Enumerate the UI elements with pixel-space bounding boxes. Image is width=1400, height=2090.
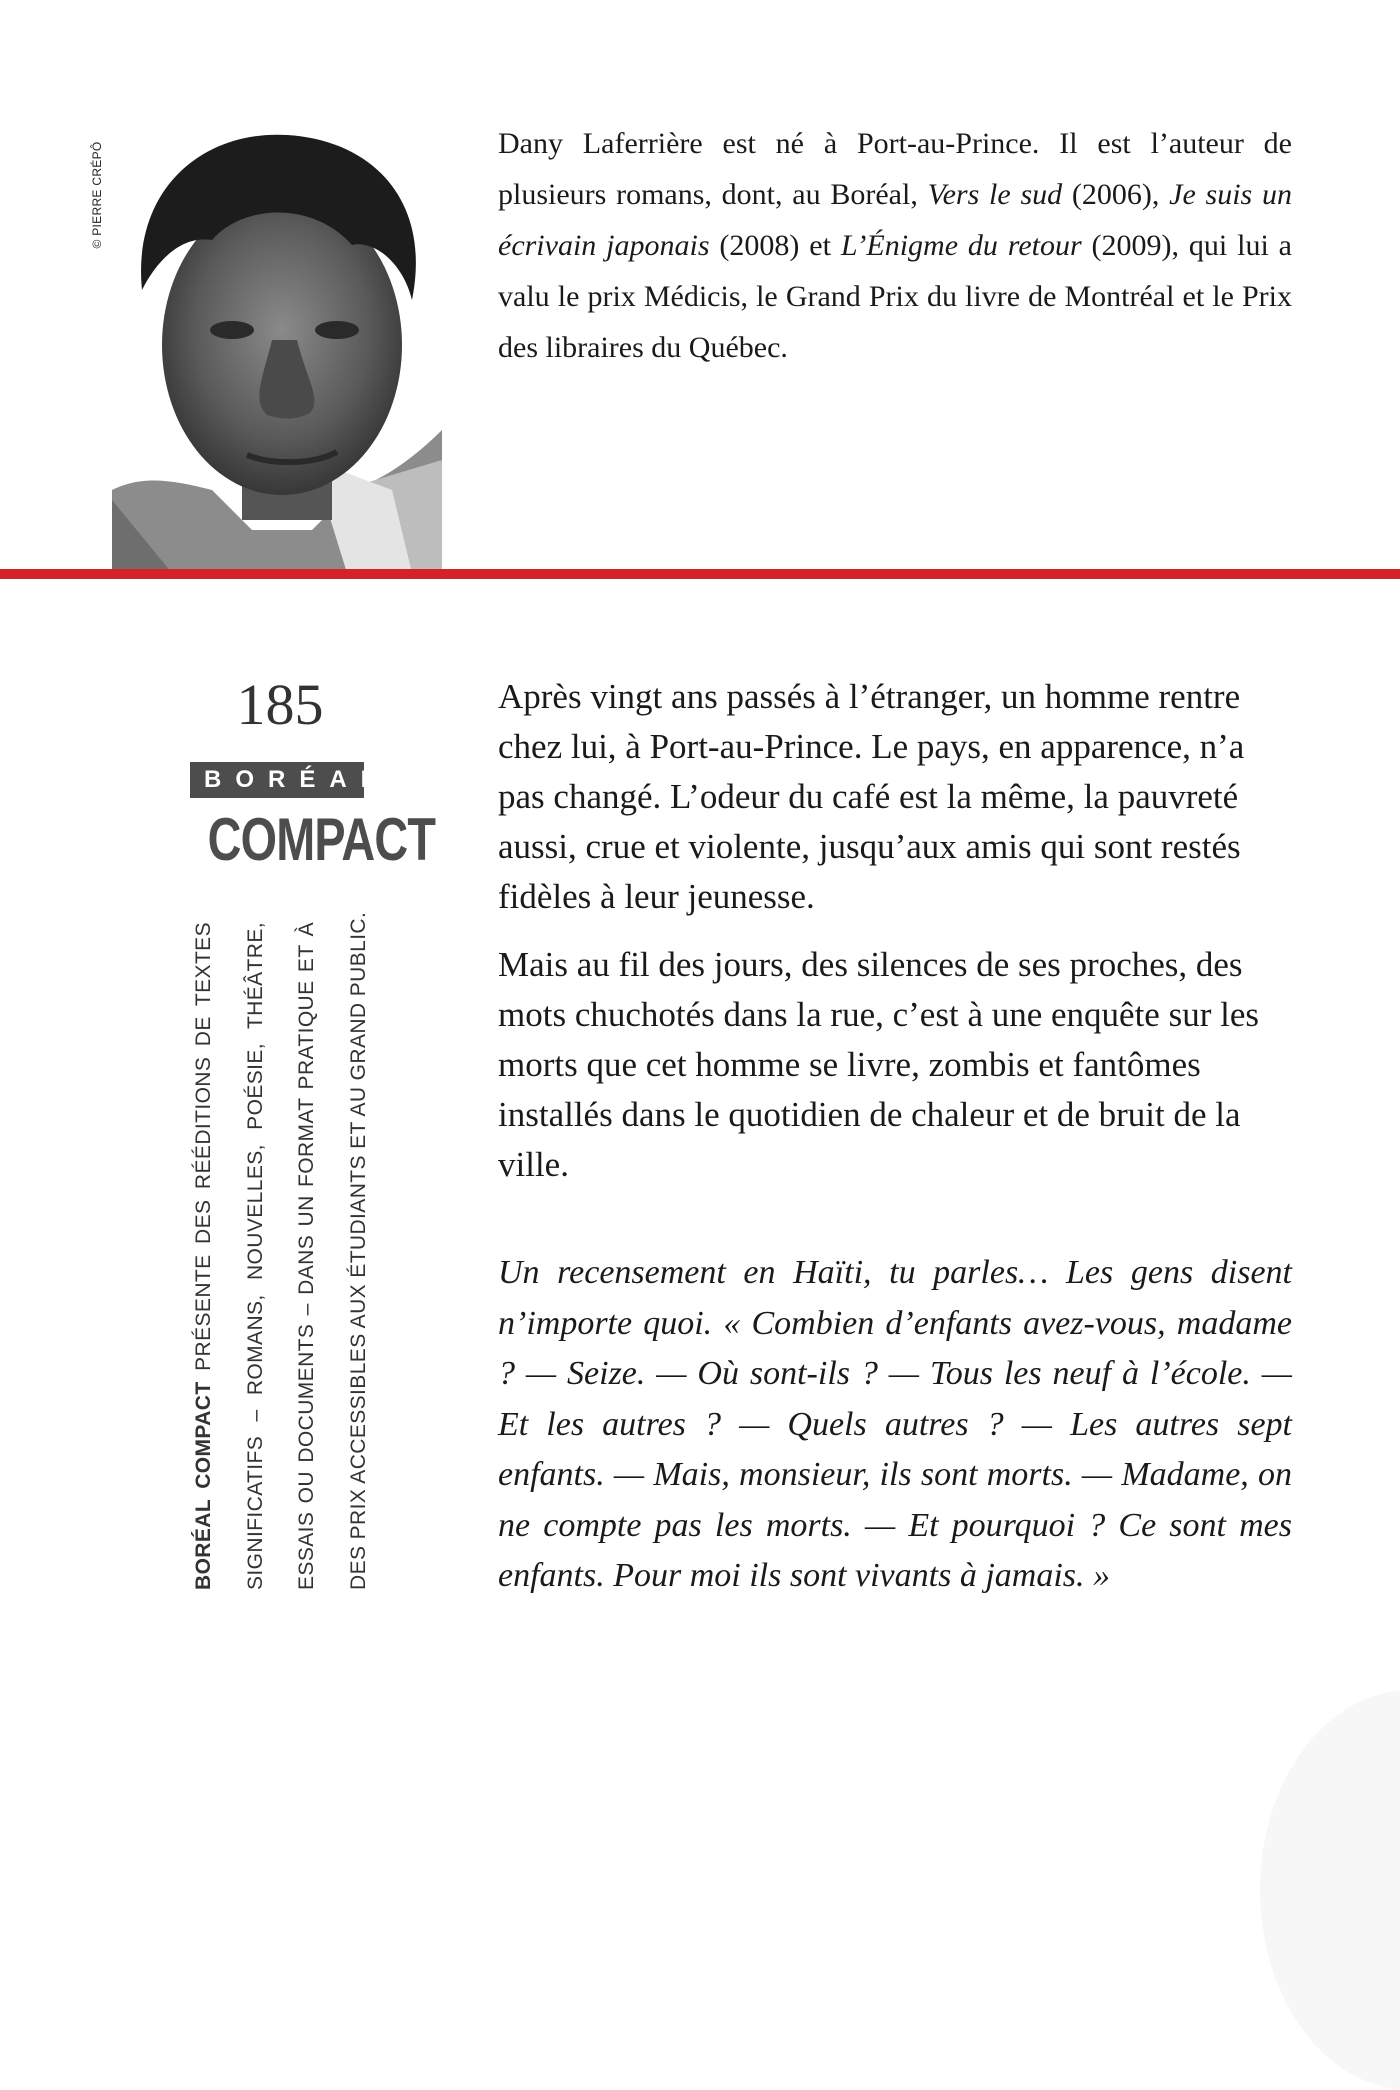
photo-credit: © PIERRE CRÉPÔ — [90, 140, 104, 249]
book-title: Vers le sud — [927, 178, 1063, 211]
book-summary — [498, 672, 1292, 1208]
book-title: Je suis un écrivain japonais — [498, 178, 1292, 262]
author-portrait-icon — [112, 130, 442, 573]
series-description-line: DES PRIX ACCESSIBLES AUX ÉTUDIANTS ET AU GRAND PUBLIC. — [346, 911, 370, 1590]
compact-logo-text: COMPACT — [207, 806, 436, 873]
series-number: 185 — [236, 672, 324, 737]
series-description-line: SIGNIFICATIFS – ROMANS, NOUVELLES, POÉSIE, THÉÂTRE, — [243, 922, 267, 1590]
author-bio: Dany Laferrière est né à Port-au-Prince. Il est l’auteur de plusieurs romans, dont, au Boréal, Vers le sud (2006), Je suis un écrivain japonais (2008) et L’Énigme du retour (2009), qui lui a valu le prix Médicis, le Grand Prix du livre de Montréal et le Prix des libraires du Québec. — [498, 127, 1292, 364]
corner-decoration — [1260, 1690, 1400, 2090]
series-description — [178, 911, 378, 1590]
series-description-line: BORÉAL COMPACT PRÉSENTE DES RÉÉDITIONS DE TEXTES — [192, 922, 215, 1590]
book-title: L’Énigme du retour — [840, 229, 1082, 262]
summary-paragraph: Mais au fil des jours, des silences de ses proches, des mots chuchotés dans la rue, c’est à une enquête sur les morts que cet homme se livre, zombis et fantômes installés dans le quotidien de chaleur et de bruit de la ville. — [498, 945, 1259, 1184]
series-description-line: ESSAIS OU DOCUMENTS – DANS UN FORMAT PRATIQUE ET À — [295, 922, 318, 1590]
boreal-logo-bar: BORÉAL — [190, 762, 364, 798]
red-divider — [0, 569, 1400, 579]
summary-paragraph: Après vingt ans passés à l’étranger, un homme rentre chez lui, à Port-au-Prince. Le pays, en apparence, n’a pas changé. L’odeur du café est la même, la pauvreté aussi, crue et violente, jusqu’aux amis qui sont restés fidèles à leur jeunesse. — [498, 677, 1245, 916]
book-excerpt: Un recensement en Haïti, tu parles… Les gens disent n’importe quoi. « Combien d’enfants avez-vous, madame ? — Seize. — Où sont-ils ? — Tous les neuf à l’école. — Et les autres ? — Quels autres ? — Les autres sept enfants. — Mais, monsieur, ils sont morts. — Madame, on ne compte pas les morts. — Et pourquoi ? Ce sont mes enfants. Pour moi ils sont vivants à jamais. » — [498, 1254, 1292, 1594]
